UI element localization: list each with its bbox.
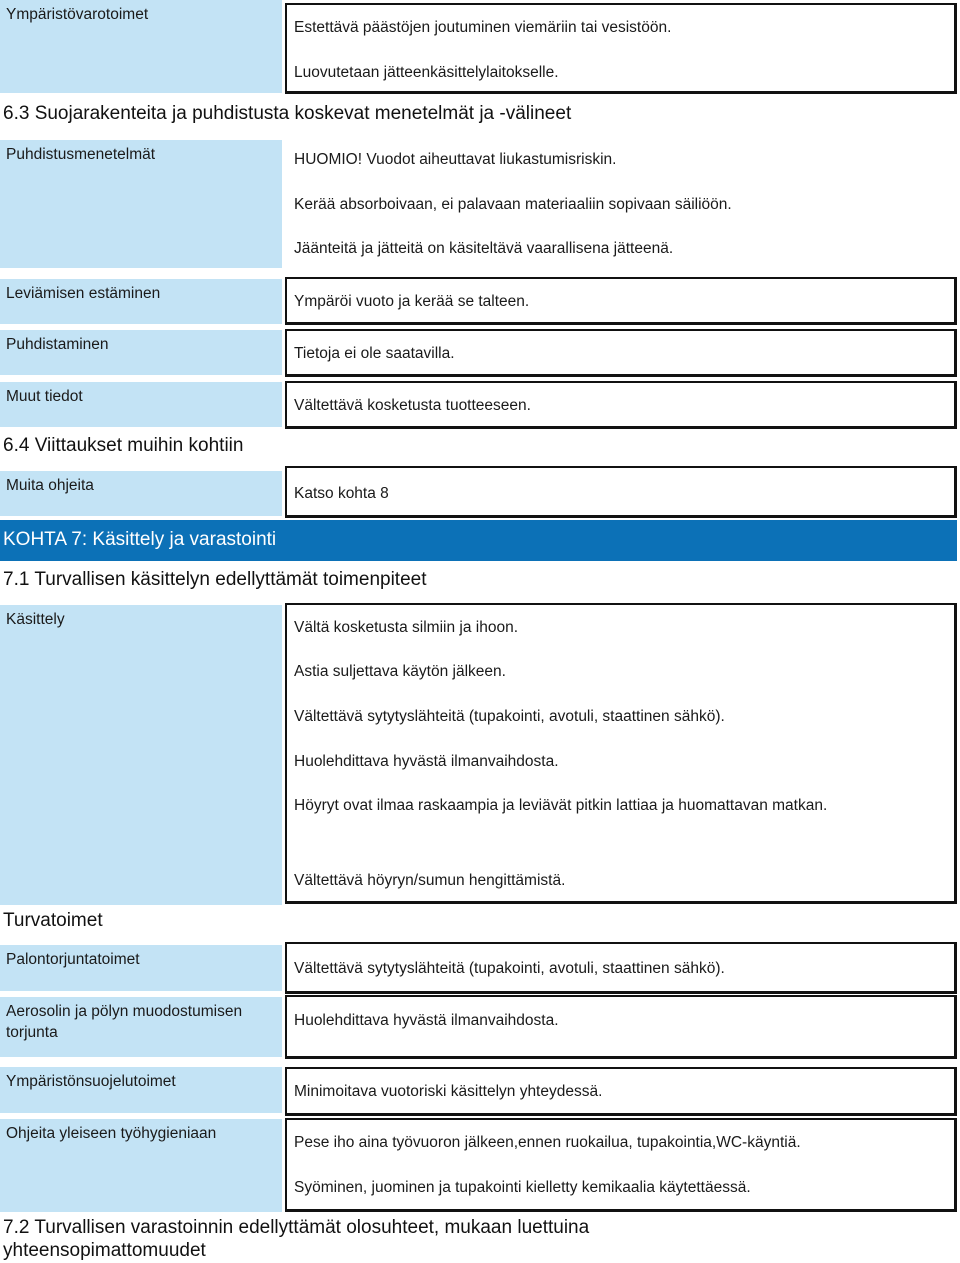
kasittely-line-3: Vältettävä sytytyslähteitä (tupakointi, avotuli, staattinen sähkö).	[294, 708, 725, 725]
env-line-1: Estettävä päästöjen joutuminen viemäriin tai vesistöön.	[294, 19, 672, 36]
puhdistusmenetelmat-line-1: HUOMIO! Vuodot aiheuttavat liukastumisriskin.	[294, 151, 617, 168]
puhdistusmenetelmat-line-2: Kerää absorboivaan, ei palavaan materiaaliin sopivaan säiliöön.	[294, 196, 732, 213]
heading-7-2: 7.2 Turvallisen varastoinnin edellyttämät olosuhteet, mukaan luettuina yhteensopimattomuudet	[3, 1217, 590, 1261]
heading-6-4: 6.4 Viittaukset muihin kohtiin	[3, 435, 244, 456]
aerosolin-text: Huolehdittava hyvästä ilmanvaihdosta.	[294, 1012, 559, 1029]
kasittely-label: Käsittely	[0, 605, 282, 905]
env-line-2: Luovutetaan jätteenkäsittelylaitokselle.	[294, 64, 559, 81]
leviamisen-text: Ympäröi vuoto ja kerää se talteen.	[294, 293, 530, 310]
turvatoimet-heading: Turvatoimet	[3, 910, 103, 931]
palontorjunta-text: Vältettävä sytytyslähteitä (tupakointi, avotuli, staattinen sähkö).	[294, 960, 725, 977]
muita-text: Katso kohta 8	[294, 485, 389, 502]
kasittely-line-5: Höyryt ovat ilmaa raskaampia ja leviävät pitkin lattiaa ja huomattavan matkan.	[294, 797, 828, 814]
puhdistaminen-label: Puhdistaminen	[0, 330, 282, 375]
palontorjunta-label: Palontorjuntatoimet	[0, 945, 282, 991]
heading-6-3: 6.3 Suojarakenteita ja puhdistusta koskevat menetelmät ja -välineet	[3, 103, 572, 124]
muut-label: Muut tiedot	[0, 382, 282, 427]
puhdistusmenetelmat-line-3: Jäänteitä ja jätteitä on käsiteltävä vaarallisena jätteenä.	[294, 240, 674, 257]
kasittely-line-6: Vältettävä höyryn/sumun hengittämistä.	[294, 872, 566, 889]
puhdistusmenetelmat-label: Puhdistusmenetelmät	[0, 140, 282, 268]
kasittely-line-4: Huolehdittava hyvästä ilmanvaihdosta.	[294, 753, 559, 770]
muut-text: Vältettävä kosketusta tuotteeseen.	[294, 397, 531, 414]
kasittely-line-2: Astia suljettava käytön jälkeen.	[294, 663, 506, 680]
puhdistaminen-text: Tietoja ei ole saatavilla.	[294, 345, 455, 362]
ymparistonsuojelu-label: Ympäristönsuojelutoimet	[0, 1067, 282, 1113]
tyohygienia-label: Ohjeita yleiseen työhygieniaan	[0, 1119, 282, 1212]
kasittely-line-1: Vältä kosketusta silmiin ja ihoon.	[294, 619, 519, 636]
ymparistonsuojelu-text: Minimoitava vuotoriski käsittelyn yhteydessä.	[294, 1083, 603, 1100]
section-7-banner: KOHTA 7: Käsittely ja varastointi	[0, 520, 957, 561]
leviamisen-label: Leviämisen estäminen	[0, 279, 282, 324]
heading-7-1: 7.1 Turvallisen käsittelyn edellyttämät toimenpiteet	[3, 569, 427, 590]
tyohygienia-line-2: Syöminen, juominen ja tupakointi kielletty kemikaalia käytettäessä.	[294, 1179, 751, 1196]
aerosolin-label: Aerosolin ja pölyn muodostumisen torjunta	[0, 997, 282, 1057]
env-label: Ympäristövarotoimet	[0, 0, 282, 93]
muita-label: Muita ohjeita	[0, 471, 282, 516]
tyohygienia-line-1: Pese iho aina työvuoron jälkeen,ennen ruokailua, tupakointia,WC-käyntiä.	[294, 1134, 801, 1151]
